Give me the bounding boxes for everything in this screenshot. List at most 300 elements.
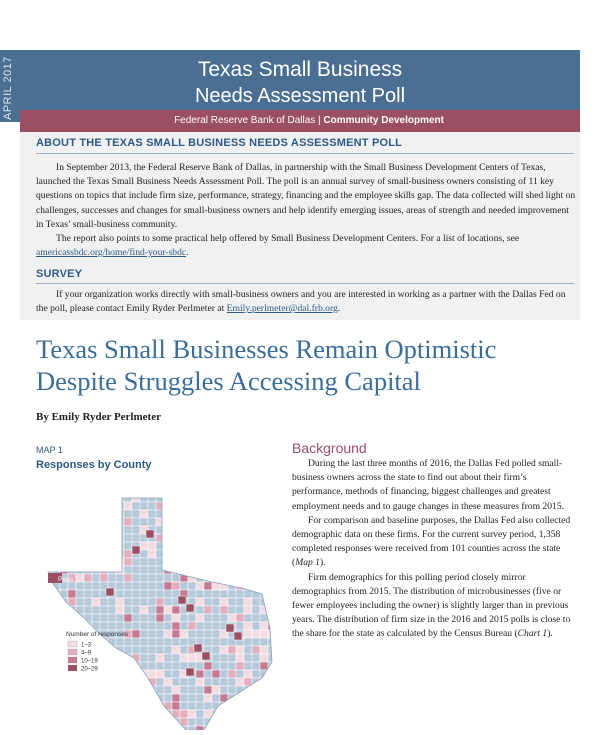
county-cell xyxy=(156,558,164,566)
about-text xyxy=(36,161,576,260)
county-cell xyxy=(164,654,172,662)
county-cell xyxy=(188,694,196,702)
county-cell xyxy=(204,686,212,694)
county-cell xyxy=(236,526,244,534)
county-cell xyxy=(180,678,188,686)
county-cell xyxy=(260,686,268,694)
county-cell xyxy=(156,590,164,598)
county-cell xyxy=(116,718,124,726)
county-cell xyxy=(84,590,92,598)
county-cell xyxy=(92,542,100,550)
county-cell xyxy=(116,694,124,702)
county-cell xyxy=(164,638,172,646)
county-cell xyxy=(68,566,76,574)
background-text xyxy=(292,457,574,642)
county-cell xyxy=(116,574,124,582)
county-cell xyxy=(172,654,180,662)
county-cell xyxy=(172,694,180,702)
county-cell xyxy=(196,662,204,670)
county-cell xyxy=(252,558,260,566)
county-cell xyxy=(180,542,188,550)
county-cell xyxy=(252,574,260,582)
county-cell-high xyxy=(178,596,186,604)
county-cell xyxy=(244,558,252,566)
county-cell xyxy=(212,606,220,614)
county-cell xyxy=(204,534,212,542)
county-cell xyxy=(124,582,132,590)
county-cell xyxy=(196,566,204,574)
county-cell xyxy=(204,598,212,606)
county-cell xyxy=(148,622,156,630)
county-cell xyxy=(252,534,260,542)
county-cell xyxy=(44,646,52,654)
county-cell xyxy=(100,638,108,646)
county-cell xyxy=(212,686,220,694)
county-cell xyxy=(92,550,100,558)
county-cell xyxy=(268,614,276,622)
county-cell xyxy=(124,574,132,582)
county-cell xyxy=(236,566,244,574)
county-cell xyxy=(116,670,124,678)
county-cell xyxy=(60,518,68,526)
county-cell xyxy=(100,662,108,670)
county-cell xyxy=(156,686,164,694)
county-cell xyxy=(252,710,260,718)
county-cell xyxy=(260,526,268,534)
email-link[interactable]: Emily.perlmeter@dal.frb.org xyxy=(226,303,338,315)
county-cell xyxy=(132,686,140,694)
county-cell xyxy=(60,606,68,614)
county-cell xyxy=(180,494,188,502)
county-cell xyxy=(100,550,108,558)
county-cell xyxy=(164,678,172,686)
county-cell xyxy=(260,622,268,630)
county-cell xyxy=(180,502,188,510)
county-cell xyxy=(196,526,204,534)
county-cell xyxy=(164,542,172,550)
county-cell xyxy=(268,686,276,694)
county-cell xyxy=(60,558,68,566)
county-cell xyxy=(132,526,140,534)
county-cell xyxy=(140,510,148,518)
header-title-line1: Texas Small Business xyxy=(197,58,403,81)
county-cell xyxy=(140,518,148,526)
county-cell xyxy=(84,726,92,730)
county-cell xyxy=(132,630,140,638)
county-cell xyxy=(100,534,108,542)
county-cell xyxy=(228,534,236,542)
county-cell xyxy=(244,534,252,542)
county-cell xyxy=(148,718,156,726)
county-cell xyxy=(100,702,108,710)
county-cell xyxy=(52,606,60,614)
county-cell xyxy=(148,558,156,566)
county-cell xyxy=(100,558,108,566)
county-cell xyxy=(260,510,268,518)
county-cell xyxy=(260,662,268,670)
county-cell xyxy=(244,718,252,726)
county-cell xyxy=(188,534,196,542)
county-cell xyxy=(92,582,100,590)
county-cell xyxy=(132,702,140,710)
county-cell xyxy=(180,518,188,526)
county-cell xyxy=(44,614,52,622)
county-cell xyxy=(140,686,148,694)
county-cell xyxy=(92,598,100,606)
county-cell xyxy=(60,678,68,686)
county-cell xyxy=(76,582,84,590)
county-cell xyxy=(148,590,156,598)
county-cell xyxy=(260,630,268,638)
county-cell xyxy=(92,614,100,622)
county-cell xyxy=(196,590,204,598)
county-cell xyxy=(236,678,244,686)
county-cell xyxy=(108,566,116,574)
county-cell xyxy=(196,494,204,502)
legend-label: 1–3 xyxy=(81,642,92,649)
county-cell xyxy=(236,710,244,718)
about-paragraph-2-end: . xyxy=(186,247,189,259)
county-cell xyxy=(84,702,92,710)
county-cell xyxy=(180,534,188,542)
county-cell xyxy=(164,518,172,526)
county-cell xyxy=(140,606,148,614)
county-cell xyxy=(92,566,100,574)
county-cell xyxy=(236,494,244,502)
county-cell xyxy=(148,670,156,678)
county-cell xyxy=(220,518,228,526)
county-cell xyxy=(84,678,92,686)
county-cell xyxy=(260,718,268,726)
county-cell xyxy=(124,502,132,510)
county-cell xyxy=(84,694,92,702)
county-cell xyxy=(76,566,84,574)
county-cell xyxy=(108,622,116,630)
county-cell xyxy=(92,622,100,630)
county-cell xyxy=(52,502,60,510)
county-cell xyxy=(100,518,108,526)
county-cell xyxy=(196,606,204,614)
county-cell xyxy=(92,718,100,726)
county-cell xyxy=(76,502,84,510)
county-cell xyxy=(108,502,116,510)
county-cell xyxy=(252,518,260,526)
county-cell xyxy=(228,726,236,730)
county-cell xyxy=(84,598,92,606)
county-cell xyxy=(204,662,212,670)
county-cell xyxy=(60,686,68,694)
about-paragraph-2-text: The report also points to some practical help offered by Small Business Development Centers. For a list of locations, see xyxy=(56,233,520,245)
county-cell xyxy=(132,502,140,510)
county-cell xyxy=(124,590,132,598)
county-cell xyxy=(148,662,156,670)
county-cell xyxy=(236,702,244,710)
county-cell xyxy=(124,526,132,534)
county-cell xyxy=(116,702,124,710)
county-cell xyxy=(108,718,116,726)
county-cell xyxy=(148,518,156,526)
county-cell xyxy=(188,718,196,726)
county-cell xyxy=(132,590,140,598)
county-cell xyxy=(188,582,196,590)
county-cell xyxy=(244,670,252,678)
county-cell xyxy=(44,686,52,694)
county-cell xyxy=(204,550,212,558)
county-cell xyxy=(124,550,132,558)
county-cell xyxy=(140,646,148,654)
county-cell xyxy=(52,662,60,670)
county-cell xyxy=(124,710,132,718)
county-cell xyxy=(124,534,132,542)
county-cell xyxy=(172,662,180,670)
county-cell xyxy=(52,526,60,534)
county-cell xyxy=(76,558,84,566)
county-cell xyxy=(84,718,92,726)
map-label: MAP 1 xyxy=(36,445,63,455)
county-cell xyxy=(140,502,148,510)
county-cell xyxy=(52,686,60,694)
county-cell xyxy=(188,622,196,630)
county-cell xyxy=(108,518,116,526)
county-cell xyxy=(92,710,100,718)
county-cell xyxy=(76,614,84,622)
county-cell xyxy=(52,518,60,526)
county-cell xyxy=(156,510,164,518)
county-cell xyxy=(124,718,132,726)
county-cell xyxy=(108,494,116,502)
county-cell xyxy=(140,558,148,566)
about-rule xyxy=(36,153,574,154)
county-cell xyxy=(92,694,100,702)
county-cell xyxy=(132,574,140,582)
county-cell xyxy=(148,598,156,606)
county-cell xyxy=(228,590,236,598)
county-cell xyxy=(268,518,276,526)
report-header xyxy=(20,50,580,110)
county-cell xyxy=(252,598,260,606)
county-cell xyxy=(132,534,140,542)
county-cell xyxy=(260,550,268,558)
sbdc-link[interactable]: americassbdc.org/home/find-your-sbdc xyxy=(36,247,187,259)
county-cell xyxy=(196,718,204,726)
county-cell xyxy=(52,654,60,662)
county-cell xyxy=(164,622,172,630)
county-cell xyxy=(172,614,180,622)
county-cell xyxy=(76,510,84,518)
county-cell xyxy=(260,702,268,710)
county-cell xyxy=(268,526,276,534)
county-cell xyxy=(172,542,180,550)
county-cell xyxy=(140,694,148,702)
county-cell xyxy=(44,558,52,566)
county-cell-high xyxy=(226,624,234,632)
county-cell xyxy=(44,598,52,606)
county-cell xyxy=(140,710,148,718)
about-paragraph-1: In September 2013, the Federal Reserve Bank of Dallas, in partnership with the Small Business Development Centers of Texas, launched the Texas Small Business Needs Assessment Poll. The poll is an annual survey of small-business owners consisting of 11 key questions on topics that include firm size, performance, strategy, financing and the employee skills gap. The data collected will shed light on challenges, successes and changes for small-business owners and help identify emerging issues, areas of strength and needed improvement in Texas’ small-business community. xyxy=(36,162,576,230)
county-cell xyxy=(244,726,252,730)
map-title: Responses by County xyxy=(36,459,152,471)
county-cell xyxy=(60,622,68,630)
county-cell xyxy=(220,662,228,670)
county-cell xyxy=(44,622,52,630)
county-cell xyxy=(108,534,116,542)
county-cell xyxy=(44,718,52,726)
county-cell xyxy=(188,566,196,574)
county-cell xyxy=(164,566,172,574)
county-cell xyxy=(92,638,100,646)
county-cell xyxy=(252,718,260,726)
county-cell-high xyxy=(234,632,242,640)
county-cell xyxy=(108,574,116,582)
county-cell xyxy=(52,558,60,566)
county-cell xyxy=(228,710,236,718)
county-cell xyxy=(244,566,252,574)
county-cell xyxy=(92,686,100,694)
county-cell xyxy=(164,494,172,502)
county-cell xyxy=(260,558,268,566)
county-cell xyxy=(60,702,68,710)
county-cell xyxy=(212,550,220,558)
county-cell xyxy=(196,558,204,566)
county-cell xyxy=(68,550,76,558)
county-cell xyxy=(212,574,220,582)
county-cell xyxy=(244,606,252,614)
county-cell xyxy=(268,646,276,654)
county-cell xyxy=(212,654,220,662)
county-cell xyxy=(92,526,100,534)
county-cell xyxy=(148,510,156,518)
county-cell xyxy=(204,630,212,638)
county-cell-high xyxy=(132,546,140,554)
county-cell xyxy=(260,542,268,550)
county-cell xyxy=(180,702,188,710)
county-cell xyxy=(164,502,172,510)
county-cell xyxy=(268,590,276,598)
county-cell xyxy=(196,574,204,582)
county-cell xyxy=(140,726,148,730)
county-cell xyxy=(204,702,212,710)
county-cell xyxy=(252,582,260,590)
county-cell xyxy=(188,614,196,622)
county-cell xyxy=(252,662,260,670)
bg-p3-end: ). xyxy=(547,628,553,640)
county-cell xyxy=(252,638,260,646)
county-cell xyxy=(220,726,228,730)
county-cell xyxy=(220,678,228,686)
county-cell-high xyxy=(202,652,210,660)
background-paragraph-2 xyxy=(292,514,574,571)
county-cell xyxy=(244,502,252,510)
bg-p2-end: ). xyxy=(319,557,326,569)
county-cell xyxy=(204,582,212,590)
county-cell xyxy=(244,526,252,534)
county-cell xyxy=(156,550,164,558)
county-cell xyxy=(172,494,180,502)
county-cell xyxy=(188,526,196,534)
county-cell xyxy=(268,630,276,638)
county-cell xyxy=(84,686,92,694)
county-cell xyxy=(156,534,164,542)
county-cell xyxy=(132,662,140,670)
county-cell xyxy=(172,710,180,718)
survey-rule xyxy=(36,283,574,284)
county-cell xyxy=(204,614,212,622)
county-cell xyxy=(60,534,68,542)
county-cell xyxy=(108,606,116,614)
county-cell xyxy=(116,550,124,558)
county-cell xyxy=(228,614,236,622)
survey-heading: SURVEY xyxy=(36,268,83,280)
county-cell xyxy=(196,678,204,686)
county-cell xyxy=(156,662,164,670)
county-cell xyxy=(60,510,68,518)
county-cell xyxy=(156,502,164,510)
county-cell xyxy=(164,574,172,582)
county-cell xyxy=(228,494,236,502)
county-cell xyxy=(244,494,252,502)
county-cell xyxy=(132,598,140,606)
county-cell xyxy=(60,726,68,730)
county-cell xyxy=(132,678,140,686)
county-cell xyxy=(244,574,252,582)
county-cell xyxy=(244,702,252,710)
county-cell xyxy=(44,670,52,678)
county-cell xyxy=(100,718,108,726)
city-label-paso: Paso xyxy=(58,576,73,583)
byline: By Emily Ryder Perlmeter xyxy=(36,411,161,423)
county-cell xyxy=(60,590,68,598)
county-cell xyxy=(84,622,92,630)
county-cell xyxy=(172,526,180,534)
county-cell xyxy=(212,694,220,702)
county-cell xyxy=(60,542,68,550)
county-cell xyxy=(92,502,100,510)
county-cell xyxy=(212,590,220,598)
county-cell xyxy=(204,678,212,686)
county-cell xyxy=(44,582,52,590)
county-cell xyxy=(228,550,236,558)
county-cell xyxy=(212,662,220,670)
county-cell xyxy=(116,686,124,694)
county-cell xyxy=(100,606,108,614)
county-cell xyxy=(148,646,156,654)
county-cell xyxy=(252,622,260,630)
county-cell xyxy=(212,646,220,654)
county-cell xyxy=(84,526,92,534)
county-cell xyxy=(116,510,124,518)
county-cell xyxy=(212,542,220,550)
county-cell xyxy=(212,638,220,646)
county-cell xyxy=(116,606,124,614)
county-cell xyxy=(68,710,76,718)
county-cell xyxy=(156,606,164,614)
county-cell xyxy=(204,526,212,534)
county-cell xyxy=(172,646,180,654)
county-cell xyxy=(76,526,84,534)
county-cell xyxy=(116,502,124,510)
county-cell xyxy=(220,574,228,582)
county-cell xyxy=(204,694,212,702)
county-cell xyxy=(92,494,100,502)
county-cell xyxy=(148,702,156,710)
county-cell xyxy=(188,502,196,510)
county-cell xyxy=(148,710,156,718)
county-cell xyxy=(108,558,116,566)
county-cell xyxy=(212,726,220,730)
county-cell xyxy=(260,534,268,542)
banner-separator: | xyxy=(315,115,324,126)
county-cell xyxy=(140,638,148,646)
